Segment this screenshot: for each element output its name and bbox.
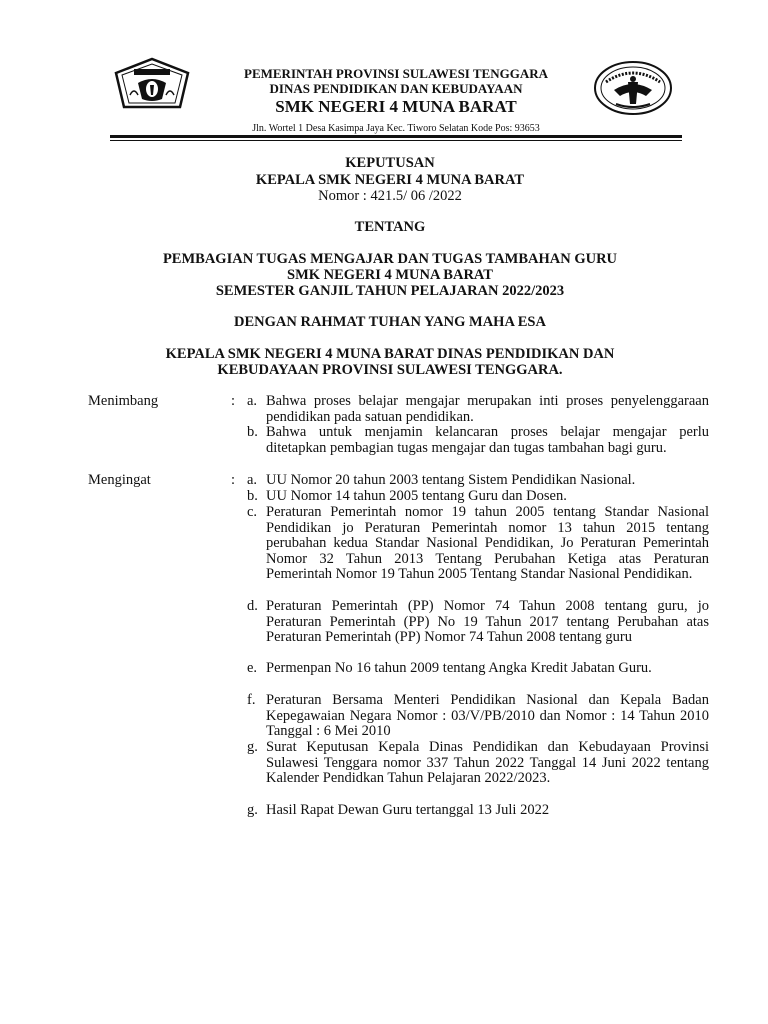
letterhead-school-name: SMK NEGERI 4 MUNA BARAT — [275, 97, 517, 116]
letterhead-divider-thick — [110, 135, 682, 138]
menimbang-colon: : — [231, 393, 236, 409]
list-marker: b. — [247, 424, 258, 440]
list-marker: e. — [247, 660, 258, 676]
decree-issuer: KEPALA SMK NEGERI 4 MUNA BARAT — [255, 172, 525, 188]
list-marker: c. — [247, 504, 258, 520]
mengingat-item — [247, 599, 709, 646]
list-marker: g. — [247, 739, 258, 755]
letterhead-address: Jln. Wortel 1 Desa Kasimpa Jaya Kec. Tiworo Selatan Kode Pos: 93653 — [252, 123, 540, 134]
list-item-text: Peraturan Pemerintah nomor 19 tahun 2005 tentang Standar Nasional Pendidikan jo Peraturan Pemerintah nomor 13 tahun 2015 tentang perubahan kedua Standar Nasional Pendidikan, Jo Peraturan Pemerintah Nomor 32 Tahun 2013 Tentang Perubahan Ketiga atas Peraturan Pemerintah Nomor 19 Tahun 2005 Tentang Standar Nasional Pendidikan. — [266, 504, 709, 582]
letterhead-divider-thin — [110, 140, 682, 141]
province-crest-icon — [112, 57, 192, 113]
list-item-text: Bahwa proses belajar mengajar merupakan inti proses penyelenggaraan pendidikan pada satuan pendidikan. — [266, 393, 709, 425]
mengingat-label: Mengingat — [88, 472, 151, 488]
list-marker: a. — [247, 472, 258, 488]
list-marker: d. — [247, 598, 258, 614]
list-marker: g. — [247, 802, 258, 818]
decree-tentang: TENTANG — [354, 219, 426, 235]
mengingat-item — [247, 740, 709, 787]
list-marker: b. — [247, 488, 258, 504]
decree-number: Nomor : 421.5/ 06 /2022 — [318, 188, 462, 204]
decree-invocation: DENGAN RAHMAT TUHAN YANG MAHA ESA — [234, 314, 546, 330]
letterhead — [200, 66, 592, 139]
mengingat-item — [247, 803, 709, 819]
list-item-text: Surat Keputusan Kepala Dinas Pendidikan dan Kebudayaan Provinsi Sulawesi Tenggara nomor 337 Tahun 2022 Tanggal 14 Juni 2022 tentang Kalender Pendidkan Tahun Pelajaran 2022/2023. — [266, 739, 709, 786]
tut-wuri-handayani-emblem-icon — [592, 60, 674, 116]
menimbang-item — [247, 425, 709, 456]
decree-subject-line-3: SEMESTER GANJIL TAHUN PELAJARAN 2022/2023 — [215, 283, 565, 299]
decree-authority-line-2: KEBUDAYAAN PROVINSI SULAWESI TENGGARA. — [217, 362, 563, 378]
list-item-text: Bahwa untuk menjamin kelancaran proses belajar mengajar perlu ditetapkan pembagian tugas mengajar dan tugas tambahan bagi guru. — [266, 424, 709, 456]
mengingat-colon: : — [231, 472, 236, 488]
list-item-text: Peraturan Pemerintah (PP) Nomor 74 Tahun 2008 tentang guru, jo Peraturan Pemerintah (PP) No 19 Tahun 2017 tentang Perubahan atas Peraturan Pemerintah (PP) Nomor 74 Tahun 2008 tentang guru — [266, 598, 709, 645]
mengingat-item — [247, 693, 709, 740]
list-marker: f. — [247, 692, 256, 708]
list-marker: a. — [247, 393, 258, 409]
decree-subject-line-1: PEMBAGIAN TUGAS MENGAJAR DAN TUGAS TAMBAHAN GURU — [162, 251, 618, 267]
list-item-text: Permenpan No 16 tahun 2009 tentang Angka Kredit Jabatan Guru. — [266, 660, 652, 676]
decree-subject-line-2: SMK NEGERI 4 MUNA BARAT — [287, 267, 493, 283]
mengingat-item — [247, 505, 709, 583]
list-item-text: Peraturan Bersama Menteri Pendidikan Nasional dan Kepala Badan Kepegawaian Negara Nomor : 03/V/PB/2010 dan Nomor : 14 Tahun 2010 Tanggal : 6 Mei 2010 — [266, 692, 709, 739]
list-item-text: UU Nomor 20 tahun 2003 tentang Sistem Pendidikan Nasional. — [266, 472, 636, 488]
menimbang-item — [247, 394, 709, 425]
letterhead-government: PEMERINTAH PROVINSI SULAWESI TENGGARA — [244, 66, 548, 81]
decree-heading: KEPUTUSAN — [345, 155, 435, 171]
mengingat-item — [247, 473, 709, 489]
list-item-text: Hasil Rapat Dewan Guru tertanggal 13 Juli 2022 — [266, 802, 550, 818]
list-item-text: UU Nomor 14 tahun 2005 tentang Guru dan Dosen. — [266, 488, 567, 504]
decree-authority-line-1: KEPALA SMK NEGERI 4 MUNA BARAT DINAS PENDIDIKAN DAN — [165, 346, 615, 362]
letterhead-department: DINAS PENDIDIKAN DAN KEBUDAYAAN — [269, 81, 523, 96]
menimbang-label: Menimbang — [88, 393, 159, 409]
mengingat-item — [247, 661, 709, 677]
mengingat-item — [247, 489, 709, 505]
